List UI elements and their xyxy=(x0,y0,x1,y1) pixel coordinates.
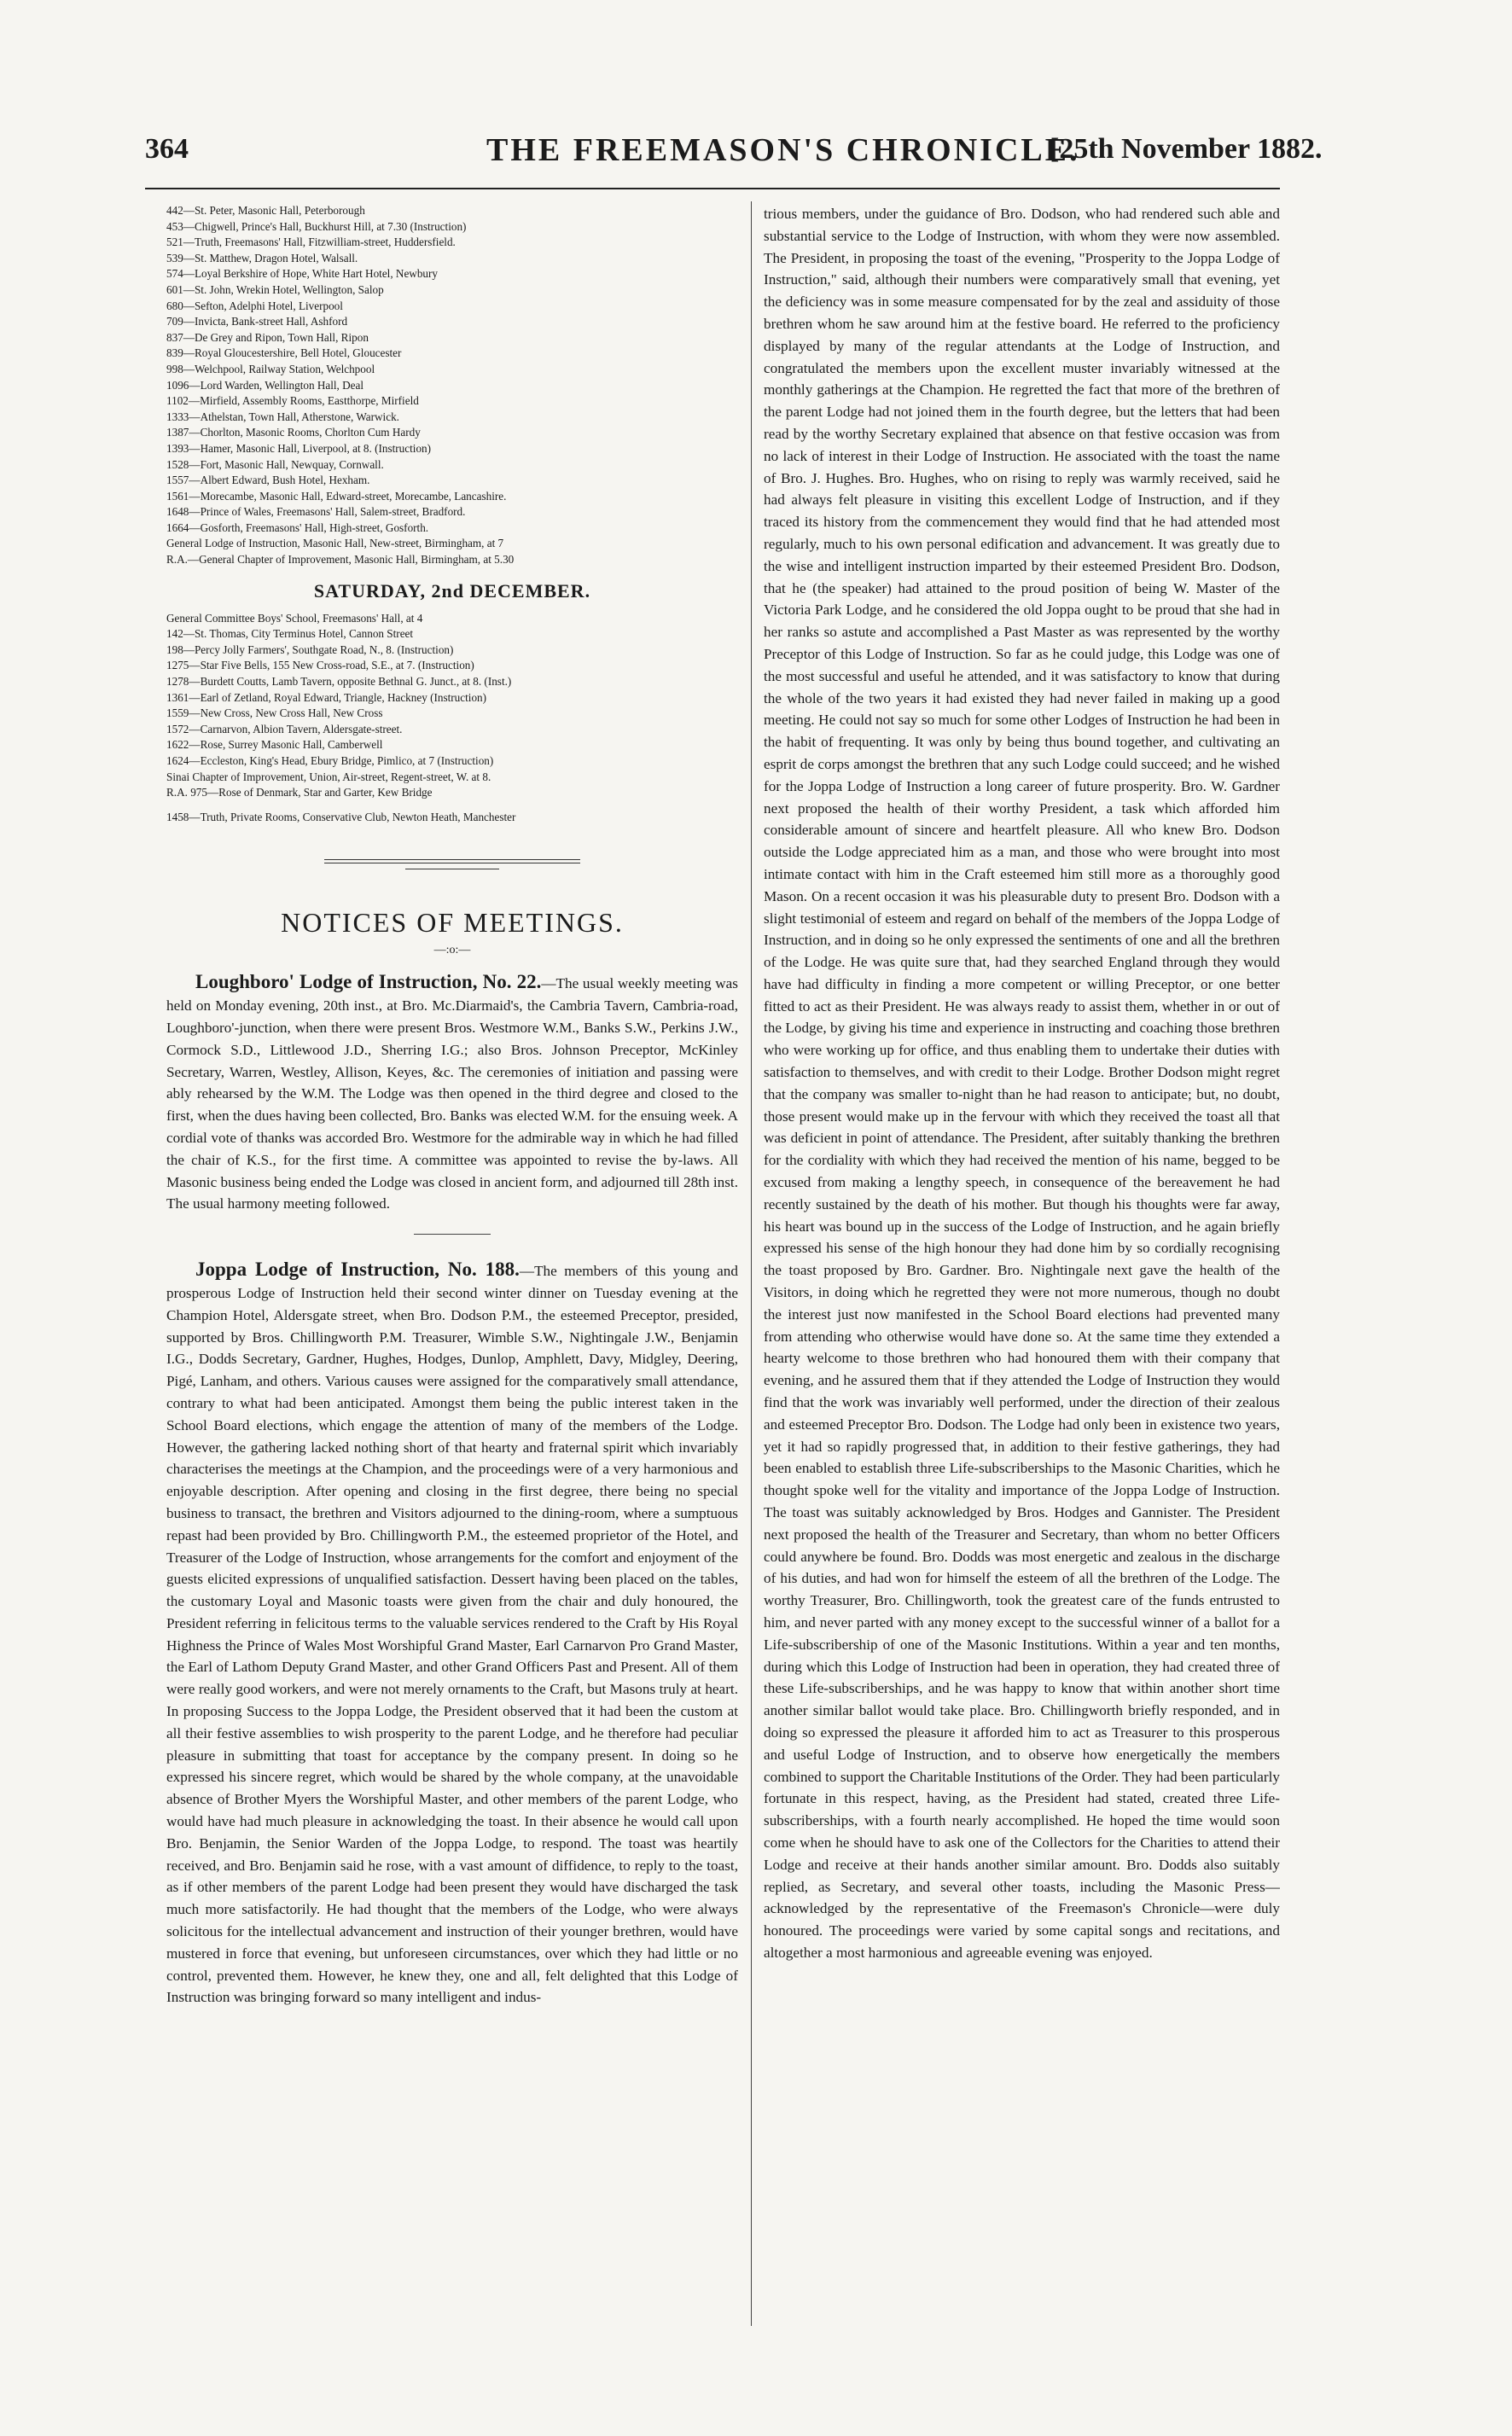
listing-item: 1096—Lord Warden, Wellington Hall, Deal xyxy=(166,378,364,392)
right-column xyxy=(764,203,1280,2311)
listing-item: General Committee Boys' School, Freemasons' Hall, at 4 xyxy=(166,611,423,625)
article-joppa-continued: trious members, under the guidance of Bro. Dodson, who had rendered such able and substantial service to the Lodge of Instruction, with whom they were now assembled. The President, in proposing the toast of the evening, "Prosperity to the Joppa Lodge of Instruction," said, although their numbers were comparatively small that evening, yet the deficiency was in some measure compensated for by the zeal and assiduity of those brethren whom he saw around him at the festive board. He referred to the proficiency displayed by many of the regular attendants at the Lodge of Instruction, and congratulated the members upon the excellent muster invariably witnessed at the monthly gatherings at the Champion. He regretted the fact that more of the brethren of the parent Lodge had not joined them in the fourth degree, but the letters that had been read by the worthy Secretary explained that absence on that festive occasion was from no lack of interest in their Lodge of Instruction. He associated with the toast the name of Bro. J. Hughes. Bro. Hughes, who on rising to reply was warmly received, said he had always felt pleasure in visiting this excellent Lodge of Instruction, and if they traced its history from the commencement they would find that he had attended most regularly, much to his own personal edification and advancement. It was greatly due to the wise and intelligent instruction imparted by their esteemed President Bro. Dodson, that he (the speaker) had attained to the proud position of being W. Master of the Victoria Park Lodge, and he considered the old Joppa ought to be proud that she had in her ranks so astute and accomplished a Past Master as was represented by the worthy Preceptor of this Lodge of Instruction. So far as he could judge, this Lodge was one of the most successful and useful he attended, and it was satisfactory to know that during the whole of the two years it had existed they had never failed in making up a good meeting. He could not say so much for some other Lodges of Instruction he had been in the habit of frequenting. It was only by being thus bound together, and cultivating an esprit de corps amongst the brethren that any such Lodge could succeed; and he wished for the Joppa Lodge of Instruction a long career of future prosperity. Bro. W. Gardner next proposed the health of their worthy President, a task which afforded him considerable amount of sincere and heartfelt pleasure. All who knew Bro. Dodson outside the Lodge appreciated him as a man, and those who were brought into most intimate contact with him in the Craft esteemed him still more as a thoroughly good Mason. On a recent occasion it was his pleasurable duty to present Bro. Dodson with a slight testimonial of esteem and regard on behalf of the members of the Joppa Lodge of Instruction, and in doing so he only expressed the sentiments of one and all the brethren of the Lodge. He was quite sure that, had they searched England through they would have had difficulty in finding a more competent or willing Preceptor, or one better fitted to act as their President. He was always ready to assist them, whether in or out of the Lodge, by giving his time and experience in instructing and coaching those brethren who were working up for office, and thus enabling them to undertake their duties with satisfaction to themselves, and with credit to their Lodge. Brother Dodson might regret that the company was smaller to-night than he had reason to anticipate; but, no doubt, those present would make up in the fervour with which they received the toast all that was deficient in point of attendance. The President, after suitably thanking the brethren for the cordiality with which they had received the mention of his name, begged to be excused from making a lengthy speech, in consequence of the bereavement he had recently sustained by the death of his mother. But though his thoughts were far away, his heart was bound up in the success of the Lodge of Instruction, and he again briefly expressed his sense of the high honour they had done him by so cordially recognising the toast proposed by Bro. Gardner. Bro. Nightingale next gave the health of the Visitors, in doing which he regretted they were not more numerous, though no doubt the interest just now manifested in the School Board elections had prevented many from attending who otherwise would have done so. At the same time they extended a hearty welcome to those brethren who had honoured them with their company that evening, and he assured them that if they attended the Lodge of Instruction they would find that the work was invariably well performed, under the direction of their zealous and esteemed Preceptor Bro. Dodson. The Lodge had only been in existence two years, yet it had so rapidly progressed that, in addition to their festive gatherings, they had been enabled to establish three Life-subscriberships to the Masonic Charities, which he thought spoke well for the vitality and importance of the Joppa Lodge of Instruction. The toast was suitably acknowledged by Bros. Hodges and Gannister. The President next proposed the health of the Treasurer and Secretary, than whom no better Officers could anywhere be found. Bro. Dodds was most energetic and zealous in the discharge of his duties, and had won for himself the esteem of all the brethren of the Lodge. The worthy Treasurer, Bro. Chillingworth, took the greatest care of the funds entrusted to him, and never parted with any money except to the successful winner of a ballot for a Life-subscribership of one of the Masonic Institutions. Within a year and ten months, during which this Lodge of Instruction had been in operation, they had created three of these Life-subscriberships, and he was happy to know that within another short time another similar ballot would take place. Bro. Chillingworth briefly responded, and in doing so expressed the pleasure it afforded him to act as Treasurer to this prosperous and useful Lodge of Instruction, and to observe how energetically the members combined to support the Charitable Institutions of the Order. They had been particularly fortunate in this respect, having, as the President had stated, created three Life-subscriberships, with a fourth nearly accomplished. He hoped the time would soon come when he should have to ask one of the Collectors for the Charities to attend their Lodge and receive at their hands another similar amount. Bro. Dodds also suitably replied, as Secretary, and several other toasts, including the Masonic Press—acknowledged by the representative of the Freemason's Chronicle—were duly honoured. The proceedings were varied by some capital songs and recitations, and altogether a most harmonious and agreeable evening was enjoyed. xyxy=(764,206,1280,1961)
listing-item: Sinai Chapter of Improvement, Union, Air-street, Regent-street, W. at 8. xyxy=(166,770,491,783)
notices-heading: NOTICES OF MEETINGS. xyxy=(281,907,624,939)
listing-item: 1561—Morecambe, Masonic Hall, Edward-street, Morecambe, Lancashire. xyxy=(166,489,507,503)
article-title: Loughboro' Lodge of Instruction, No. 22. xyxy=(195,971,542,993)
notices-ornament: —:o:— xyxy=(433,944,471,957)
listing-item: 1624—Eccleston, King's Head, Ebury Bridge, Pimlico, at 7 (Instruction) xyxy=(166,754,494,767)
listing-item: R.A. 975—Rose of Denmark, Star and Garter, Kew Bridge xyxy=(166,786,433,799)
listing-item: 1559—New Cross, New Cross Hall, New Cross xyxy=(166,706,383,720)
article-loughboro xyxy=(166,971,738,1215)
column-divider xyxy=(751,201,752,2326)
listing-item: 574—Loyal Berkshire of Hope, White Hart Hotel, Newbury xyxy=(166,267,439,281)
lodge-listing xyxy=(166,203,738,568)
listing-item: 521—Truth, Freemasons' Hall, Fitzwilliam-street, Huddersfield. xyxy=(166,235,456,249)
page-number: 364 xyxy=(145,133,189,165)
listing-item: 1387—Chorlton, Masonic Rooms, Chorlton Cum Hardy xyxy=(166,426,421,439)
saturday-listing xyxy=(166,611,738,801)
header-rule xyxy=(145,188,1280,189)
listing-item: 680—Sefton, Adelphi Hotel, Liverpool xyxy=(166,299,343,312)
listing-item: 1361—Earl of Zetland, Royal Edward, Triangle, Hackney (Instruction) xyxy=(166,690,487,704)
listing-item: 442—St. Peter, Masonic Hall, Peterborough xyxy=(166,204,365,217)
listing-item: General Lodge of Instruction, Masonic Hall, New-street, Birmingham, at 7 xyxy=(166,537,504,550)
listing-item: 709—Invicta, Bank-street Hall, Ashford xyxy=(166,315,348,328)
listing-item: 539—St. Matthew, Dragon Hotel, Walsall. xyxy=(166,251,358,265)
listing-item: 1557—Albert Edward, Bush Hotel, Hexham. xyxy=(166,474,370,487)
saturday-heading: SATURDAY, 2nd DECEMBER. xyxy=(313,579,591,602)
ornament-rule xyxy=(324,859,580,863)
listing-item: 1528—Fort, Masonic Hall, Newquay, Cornwall. xyxy=(166,457,384,471)
listing-item: 198—Percy Jolly Farmers', Southgate Road, N., 8. (Instruction) xyxy=(166,642,454,656)
listing-item: 837—De Grey and Ripon, Town Hall, Ripon xyxy=(166,330,369,344)
listing-item: R.A.—General Chapter of Improvement, Masonic Hall, Birmingham, at 5.30 xyxy=(166,553,515,567)
article-body: —The members of this young and prosperous Lodge of Instruction held their second winter dinner on Tuesday evening at the Champion Hotel, Aldersgate street, when Bro. Dodson P.M., the esteemed Preceptor, presided, supported by Bros. Chillingworth P.M. Treasurer, Wimble S.W., Nightingale J.W., Benjamin I.G., Dodds Secretary, Gardner, Hughes, Hodges, Dunlop, Amphlett, Davy, Midgley, Deering, Pigé, Lanham, and others. Various causes were assigned for the comparatively small attendance, contrary to what had been anticipated. Amongst them being the public interest taken in the School Board elections, which engage the attention of many of the members of the Lodge. However, the gathering lacked nothing short of that hearty and fraternal spirit which invariably characterises the meetings at the Champion, and the proceedings were of a very harmonious and enjoyable description. After opening and closing in the first degree, there being no special business to transact, the brethren and Visitors adjourned to the dining-room, where a sumptuous repast had been provided by Bro. Chillingworth P.M., the esteemed proprietor of the Hotel, and Treasurer of the Lodge of Instruction, whose arrangements for the comfort and enjoyment of the guests elicited expressions of unqualified satisfaction. Dessert having been placed on the tables, the customary Loyal and Masonic toasts were given from the chair and duly honoured, the President referring in felicitous terms to the valuable services rendered to the Craft by His Royal Highness the Prince of Wales Most Worshipful Grand Master, Earl Carnarvon Pro Grand Master, the Earl of Lathom Deputy Grand Master, and other Grand Officers Past and Present. All of them were really good workers, and were not merely ornaments to the Craft, but Masons truly at heart. In proposing Success to the Joppa Lodge, the President observed that it had been the custom at all their festive assemblies to wish prosperity to the parent Lodge, and he therefore had peculiar pleasure in submitting that toast for acceptance by the company present. In doing so he expressed his sincere regret, which would be shared by the whole company, at the unavoidable absence of Brother Myers the Worshipful Master, and other members of the parent Lodge, who would have had much pleasure in acknowledging the toast. In their absence he would call upon Bro. Benjamin, the Senior Warden of the Joppa Lodge, to respond. The toast was heartily received, and Bro. Benjamin said he rose, with a vast amount of diffidence, to reply to the toast, as if other members of the parent Lodge had been present they would have discharged the task much more satisfactorily. He had thought that the members of the Lodge, who were always solicitous for the intellectual advancement and instruction of their younger brethren, would have mustered in force that evening, but unforeseen circumstances, over which they had little or no control, prevented them. However, he knew they, one and all, felt delighted that this Lodge of Instruction was bringing forward so many intelligent and indus- xyxy=(166,1263,738,2006)
listing-item: 1393—Hamer, Masonic Hall, Liverpool, at 8. (Instruction) xyxy=(166,441,432,455)
article-body: —The usual weekly meeting was held on Monday evening, 20th inst., at Bro. Mc.Diarmaid's, the Cambria Tavern, Cambria-road, Loughboro'-junction, when there were present Bros. Westmore W.M., Banks S.W., Perkins J.W., Cormock S.D., Littlewood J.D., Sherring I.G.; also Bros. Johnson Preceptor, McKinley Secretary, Warren, Westley, Allison, Keyes, &c. The ceremonies of initiation and passing were ably rehearsed by the W.M. The Lodge was then opened in the third degree and closed to the first, when the dues having been collected, Bro. Banks was elected W.M. for the ensuing week. A cordial vote of thanks was accorded Bro. Westmore for the admirable way in which he had filled the chair of K.S., for the first time. A committee was appointed to revise the by-laws. All Masonic business being ended the Lodge was closed in ancient form, and adjourned till 28th inst. The usual harmony meeting followed. xyxy=(166,975,738,1212)
issue-date: [25th November 1882. xyxy=(1050,133,1323,165)
listing-item: 1102—Mirfield, Assembly Rooms, Eastthorpe, Mirfield xyxy=(166,394,419,408)
masthead-title: THE FREEMASON'S CHRONICLE. xyxy=(486,132,1080,168)
article-joppa xyxy=(166,1259,738,2009)
listing-item: 998—Welchpool, Railway Station, Welchpool xyxy=(166,362,375,375)
saturday-extra-listing xyxy=(166,810,738,826)
page-header xyxy=(145,128,1323,177)
listing-item: 1458—Truth, Private Rooms, Conservative Club, Newton Heath, Manchester xyxy=(166,810,516,823)
listing-item: 601—St. John, Wrekin Hotel, Wellington, Salop xyxy=(166,282,384,296)
listing-item: 1648—Prince of Wales, Freemasons' Hall, Salem-street, Bradford. xyxy=(166,505,466,519)
listing-item: 1275—Star Five Bells, 155 New Cross-road, S.E., at 7. (Instruction) xyxy=(166,659,474,672)
listing-item: 1622—Rose, Surrey Masonic Hall, Camberwell xyxy=(166,738,383,752)
listing-item: 1333—Athelstan, Town Hall, Atherstone, Warwick. xyxy=(166,410,399,423)
article-divider xyxy=(414,1234,491,1235)
listing-item: 1664—Gosforth, Freemasons' Hall, High-street, Gosforth. xyxy=(166,520,429,534)
article-title: Joppa Lodge of Instruction, No. 188. xyxy=(195,1259,520,1281)
listing-item: 1278—Burdett Coutts, Lamb Tavern, opposite Bethnal G. Junct., at 8. (Inst.) xyxy=(166,675,512,689)
left-column xyxy=(166,203,738,2311)
listing-item: 1572—Carnarvon, Albion Tavern, Aldersgate-street. xyxy=(166,722,403,735)
listing-item: 142—St. Thomas, City Terminus Hotel, Cannon Street xyxy=(166,627,414,641)
listing-item: 839—Royal Gloucestershire, Bell Hotel, Gloucester xyxy=(166,346,402,360)
listing-item: 453—Chigwell, Prince's Hall, Buckhurst Hill, at 7.30 (Instruction) xyxy=(166,219,467,233)
